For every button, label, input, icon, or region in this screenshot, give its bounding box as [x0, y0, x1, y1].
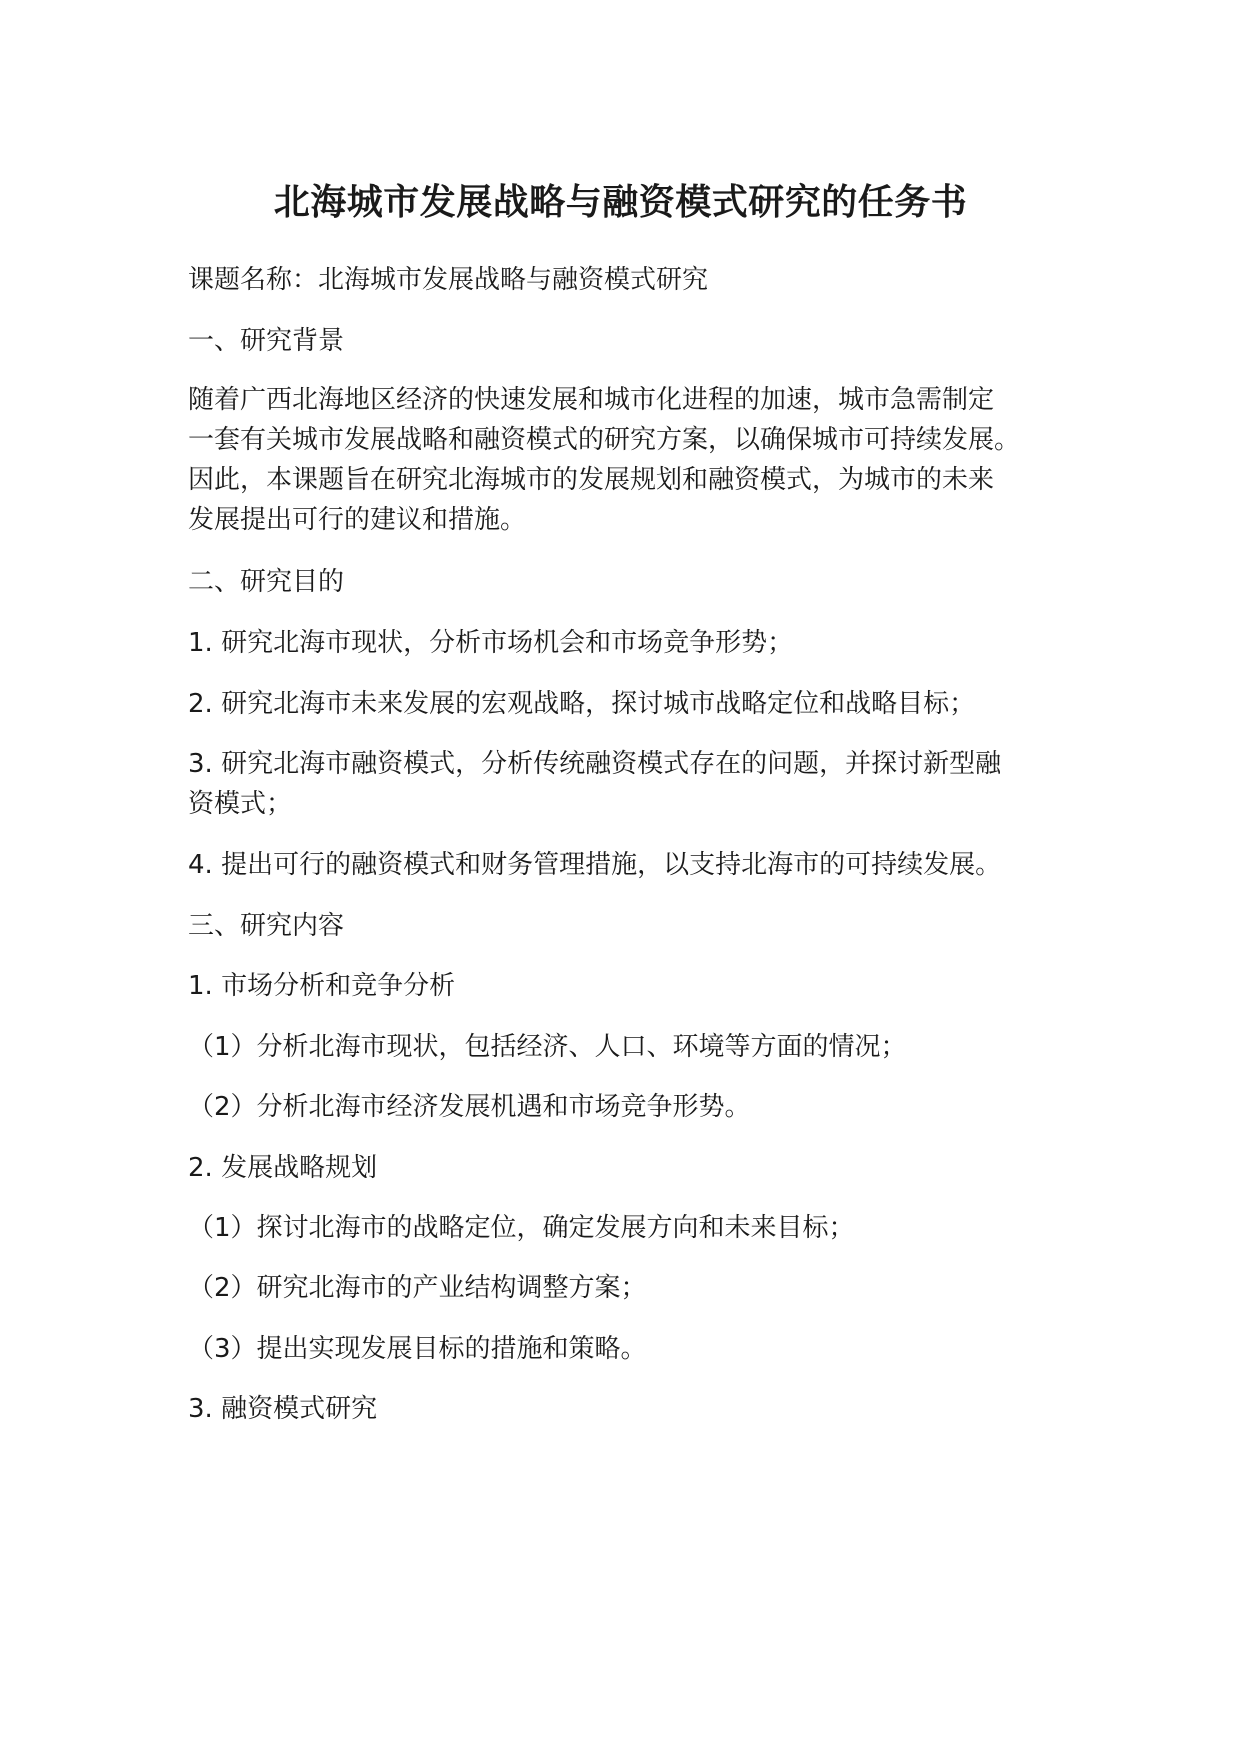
list-item: 3. 研究北海市融资模式，分析传统融资模式存在的问题，并探讨新型融: [188, 749, 1002, 779]
list-item: 4. 提出可行的融资模式和财务管理措施，以支持北海市的可持续发展。: [188, 850, 1002, 880]
list-item: （2）研究北海市的产业结构调整方案；: [188, 1273, 647, 1303]
section-heading-objectives: 二、研究目的: [188, 567, 345, 597]
list-item: （2）分析北海市经济发展机遇和市场竞争形势。: [188, 1092, 751, 1122]
topic-line: 课题名称：北海城市发展战略与融资模式研究: [188, 265, 709, 295]
list-item: 1. 研究北海市现状，分析市场机会和市场竞争形势；: [188, 628, 794, 658]
list-item: （3）提出实现发展目标的措施和策略。: [188, 1334, 647, 1364]
list-item-continuation: 资模式；: [188, 789, 293, 819]
section-heading-background: 一、研究背景: [188, 326, 345, 356]
list-item: （1）分析北海市现状，包括经济、人口、环境等方面的情况；: [188, 1032, 907, 1062]
section-heading-content: 三、研究内容: [188, 911, 345, 941]
list-item: 2. 研究北海市未来发展的宏观战略，探讨城市战略定位和战略目标；: [188, 689, 976, 719]
document-title: 北海城市发展战略与融资模式研究的任务书: [273, 182, 968, 223]
list-item: （1）探讨北海市的战略定位，确定发展方向和未来目标；: [188, 1213, 855, 1243]
subsection-heading: 2. 发展战略规划: [188, 1153, 378, 1183]
paragraph-line: 一套有关城市发展战略和融资模式的研究方案，以确保城市可持续发展。: [188, 425, 1021, 455]
paragraph-line: 因此，本课题旨在研究北海城市的发展规划和融资模式，为城市的未来: [188, 465, 995, 495]
subsection-heading: 3. 融资模式研究: [188, 1394, 378, 1424]
paragraph-line: 发展提出可行的建议和措施。: [188, 505, 527, 535]
subsection-heading: 1. 市场分析和竞争分析: [188, 971, 456, 1001]
paragraph-line: 随着广西北海地区经济的快速发展和城市化进程的加速，城市急需制定: [188, 385, 995, 415]
